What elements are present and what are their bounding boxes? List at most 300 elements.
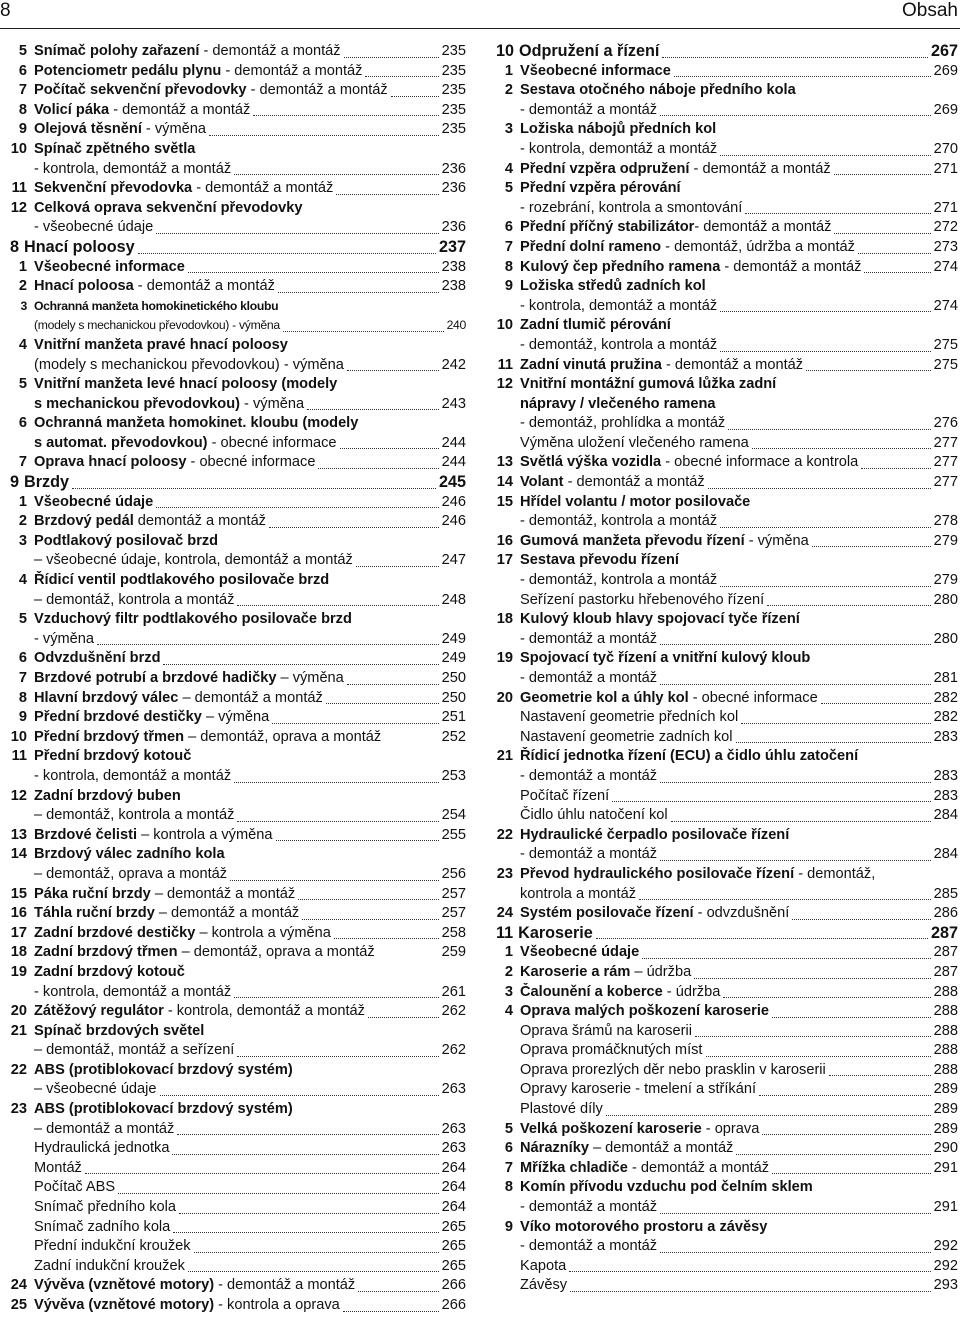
dot-leader [639, 899, 931, 900]
page-ref: 249 [441, 650, 466, 667]
toc-entry-continuation[interactable] [10, 395, 466, 415]
toc-entry[interactable] [496, 1218, 958, 1238]
toc-entry-continuation[interactable] [496, 669, 958, 689]
entry-title: Přední dolní rameno [520, 238, 662, 255]
chapter-heading[interactable] [496, 42, 958, 62]
toc-entry[interactable] [10, 101, 466, 121]
toc-entry-continuation[interactable] [496, 806, 958, 826]
toc-entry[interactable] [10, 845, 466, 865]
toc-entry[interactable] [10, 277, 466, 297]
dot-leader [276, 840, 439, 841]
entry-detail: - demontáž a montáž [520, 1199, 658, 1216]
toc-entry-continuation[interactable] [496, 512, 958, 532]
entry-title: Hlavní brzdový válec [34, 689, 179, 706]
page-ref: 271 [933, 199, 958, 216]
entry-title: Všeobecné informace [520, 62, 671, 79]
toc-entry-continuation[interactable] [496, 1257, 958, 1277]
page-ref: 283 [933, 767, 958, 784]
entry-text [496, 1160, 769, 1176]
toc-entry-continuation[interactable] [496, 101, 958, 121]
entry-title: Zadní brzdový třmen [34, 944, 178, 961]
entry-number: 21 [496, 748, 513, 765]
toc-entry[interactable] [10, 610, 466, 630]
dot-leader [660, 1213, 931, 1214]
entry-number: 14 [10, 846, 27, 863]
toc-entry[interactable] [496, 258, 958, 278]
toc-entry-continuation[interactable] [10, 983, 466, 1003]
entry-text [10, 1199, 176, 1215]
dot-leader [821, 703, 931, 704]
entry-text [496, 219, 831, 235]
toc-entry[interactable] [10, 297, 466, 317]
entry-text [496, 1199, 657, 1215]
entry-number: 11 [497, 356, 513, 373]
dot-leader [612, 801, 930, 802]
dot-leader [326, 703, 439, 704]
entry-title: Všeobecné údaje [520, 944, 640, 961]
toc-entry[interactable] [496, 356, 958, 376]
toc-entry[interactable] [496, 689, 958, 709]
entry-number: 23 [10, 1101, 27, 1118]
toc-entry[interactable] [496, 1159, 958, 1179]
entry-number: 16 [10, 905, 27, 922]
toc-entry-continuation[interactable] [10, 767, 466, 787]
dot-leader [336, 194, 438, 195]
dot-leader [230, 880, 439, 881]
entry-text [496, 1277, 567, 1293]
toc-entry-continuation[interactable] [10, 865, 466, 885]
entry-text [10, 846, 225, 862]
toc-entry-continuation[interactable] [496, 336, 958, 356]
toc-entry[interactable] [496, 238, 958, 258]
toc-entry[interactable] [10, 532, 466, 552]
toc-entry[interactable] [10, 649, 466, 669]
entry-detail: (modely s mechanickou převodovkou) - výměna [34, 318, 280, 333]
page-ref: 264 [441, 1179, 466, 1196]
page-ref: 286 [933, 905, 958, 922]
entry-text [496, 121, 716, 137]
dot-leader [720, 351, 931, 352]
entry-detail: - obecné informace a kontrola [661, 454, 859, 471]
entry-text [496, 1238, 657, 1254]
entry-title: Počítač sekvenční převodovky [34, 82, 247, 99]
toc-entry-continuation[interactable] [10, 1198, 466, 1218]
dot-leader [237, 821, 438, 822]
entry-text [10, 944, 375, 960]
dot-leader [334, 938, 439, 939]
toc-entry-continuation[interactable] [10, 1218, 466, 1238]
dot-leader [172, 1154, 438, 1155]
toc-entry[interactable] [10, 689, 466, 709]
entry-detail: – demontáž, montáž a seřízení [34, 1042, 235, 1059]
entry-title: Potenciometr pedálu plynu [34, 62, 222, 79]
toc-entry[interactable] [496, 493, 958, 513]
toc-entry[interactable] [10, 787, 466, 807]
entry-title: Vývěva (vznětové motory) [34, 1297, 215, 1313]
dot-leader [156, 507, 438, 508]
toc-entry[interactable] [496, 316, 958, 336]
toc-entry[interactable] [10, 571, 466, 591]
toc-entry-continuation[interactable] [496, 140, 958, 160]
toc-entry-continuation[interactable] [496, 571, 958, 591]
toc-entry-continuation[interactable] [496, 1022, 958, 1042]
entry-text [496, 1081, 756, 1097]
chapter-heading[interactable] [10, 473, 466, 493]
toc-entry[interactable] [496, 160, 958, 180]
toc-entry[interactable] [10, 747, 466, 767]
toc-entry-continuation[interactable] [10, 1120, 466, 1140]
entry-text [496, 63, 671, 79]
entry-text [496, 141, 717, 157]
toc-entry[interactable] [496, 1120, 958, 1140]
toc-entry[interactable] [496, 218, 958, 238]
entry-number: 7 [18, 670, 27, 686]
toc-entry[interactable] [10, 708, 466, 728]
dot-leader [720, 527, 931, 528]
page-ref: 280 [933, 630, 958, 647]
page-ref: 288 [933, 1042, 958, 1059]
toc-entry[interactable] [10, 826, 466, 846]
entry-title: Spínač zpětného světla [34, 140, 196, 157]
toc-entry-continuation[interactable] [10, 1178, 466, 1198]
toc-entry[interactable] [496, 826, 958, 846]
page-ref: 265 [441, 1257, 466, 1274]
dot-leader [829, 1075, 931, 1076]
toc-entry-continuation[interactable] [496, 395, 958, 415]
dot-leader [237, 1056, 438, 1057]
toc-entry-continuation[interactable] [496, 1237, 958, 1257]
dot-leader [194, 1252, 439, 1253]
entry-text [496, 572, 717, 588]
toc-entry[interactable] [10, 669, 466, 689]
toc-entry[interactable] [10, 120, 466, 140]
toc-entry-continuation[interactable] [10, 1080, 466, 1100]
toc-entry[interactable] [10, 904, 466, 924]
entry-detail: - demontáž a montáž [199, 43, 341, 59]
toc-entry[interactable] [496, 865, 958, 885]
entry-text [496, 415, 725, 431]
toc-entry[interactable] [496, 453, 958, 473]
dot-leader [302, 919, 438, 920]
page-ref: 288 [933, 1003, 958, 1020]
entry-number: 19 [10, 963, 27, 980]
toc-entry-continuation[interactable] [10, 218, 466, 238]
entry-number: 17 [10, 924, 27, 941]
toc-entry[interactable] [10, 62, 466, 82]
toc-entry[interactable] [496, 551, 958, 571]
entry-text [10, 886, 295, 902]
entry-detail: - odvzdušnění [693, 905, 790, 922]
entry-title: Vnitřní montážní gumová lůžka zadní [520, 376, 777, 393]
toc-entry-continuation[interactable] [496, 199, 958, 219]
toc-entry-continuation[interactable] [10, 591, 466, 611]
entry-detail: - demontáž a montáž [133, 278, 275, 295]
toc-entry-continuation[interactable] [496, 845, 958, 865]
entry-detail: Oprava prorezlých děr nebo prasklin v karoserii [520, 1061, 826, 1078]
entry-text [496, 1023, 692, 1039]
entry-number: 1 [504, 62, 513, 79]
toc-entry[interactable] [496, 983, 958, 1003]
dot-leader [340, 448, 439, 449]
page-ref: 248 [441, 591, 466, 608]
entry-detail: – demontáž a montáž [154, 905, 300, 922]
toc-entry[interactable] [496, 963, 958, 983]
toc-entry[interactable] [496, 375, 958, 395]
dot-leader [660, 782, 931, 783]
toc-entry[interactable] [496, 904, 958, 924]
toc-entry[interactable] [10, 924, 466, 944]
toc-entry-continuation[interactable] [10, 551, 466, 571]
toc-entry[interactable] [496, 81, 958, 101]
dot-leader [674, 76, 931, 77]
entry-title: Brzdové potrubí a brzdové hadičky [34, 670, 277, 686]
page-ref: 291 [933, 1199, 958, 1216]
toc-entry[interactable] [496, 179, 958, 199]
page-ref: 281 [933, 670, 958, 686]
toc-entry-continuation[interactable] [10, 316, 466, 336]
entry-detail: – demontáž a montáž [588, 1140, 734, 1157]
entry-text [496, 1258, 566, 1274]
entry-text [10, 1140, 169, 1156]
toc-entry[interactable] [10, 885, 466, 905]
toc-entry-continuation[interactable] [496, 1061, 958, 1081]
page-ref: 263 [441, 1081, 466, 1098]
toc-entry[interactable] [496, 532, 958, 552]
toc-entry[interactable] [10, 1100, 466, 1120]
entry-text [10, 964, 185, 980]
toc-entry[interactable] [496, 1139, 958, 1159]
toc-entry[interactable] [496, 120, 958, 140]
toc-entry-continuation[interactable] [496, 708, 958, 728]
page-ref: 273 [933, 238, 958, 255]
toc-entry-continuation[interactable] [10, 1237, 466, 1257]
entry-number: 12 [496, 376, 513, 393]
toc-entry[interactable] [10, 1022, 466, 1042]
page-ref: 240 [446, 318, 466, 333]
entry-title: Volant [520, 474, 564, 491]
dot-leader [736, 742, 931, 743]
dot-leader [569, 1271, 930, 1272]
entry-detail: - demontáž, kontrola a montáž [520, 513, 718, 530]
toc-entry[interactable] [10, 493, 466, 513]
entry-number: 9 [18, 121, 27, 138]
dot-leader [772, 1017, 931, 1018]
toc-entry[interactable] [10, 453, 466, 473]
toc-entry[interactable] [10, 728, 466, 748]
toc-entry-continuation[interactable] [496, 414, 958, 434]
toc-entry[interactable] [496, 1178, 958, 1198]
entry-text [496, 494, 750, 510]
entry-text [10, 63, 362, 79]
page-ref: 235 [441, 43, 466, 59]
dot-leader [179, 1213, 439, 1214]
entry-number: 6 [18, 415, 27, 432]
entry-detail: - kontrola, demontáž a montáž [520, 140, 718, 157]
entry-number: 8 [504, 1179, 513, 1196]
page-ref: 277 [933, 434, 958, 451]
dot-leader [368, 1017, 439, 1018]
toc-entry[interactable] [10, 943, 466, 963]
toc-entry-continuation[interactable] [10, 160, 466, 180]
dot-leader [358, 1291, 438, 1292]
chapter-heading[interactable] [496, 924, 958, 944]
toc-entry-continuation[interactable] [10, 1041, 466, 1061]
entry-title: Všeobecné informace [34, 258, 185, 275]
entry-detail: - demontáž a montáž [720, 258, 862, 275]
toc-entry-continuation[interactable] [496, 1080, 958, 1100]
page-ref: 245 [438, 473, 466, 492]
dot-leader [723, 997, 930, 998]
entry-text [10, 141, 195, 157]
entry-title: Brzdy [24, 473, 69, 492]
entry-detail: Oprava šrámů na karoserii [520, 1022, 692, 1039]
entry-text [496, 964, 691, 980]
page-ref: 238 [441, 278, 466, 295]
page-ref: 238 [441, 258, 466, 275]
entry-title: Řídicí jednotka řízení (ECU) a čidlo úhlu zatočení [520, 748, 859, 765]
toc-entry-continuation[interactable] [10, 806, 466, 826]
entry-text [496, 1179, 813, 1195]
toc-entry-continuation[interactable] [496, 434, 958, 454]
dot-leader [156, 233, 438, 234]
dot-leader [720, 155, 931, 156]
toc-entry-continuation[interactable] [496, 767, 958, 787]
entry-number: 25 [10, 1297, 27, 1313]
toc-entry[interactable] [10, 375, 466, 395]
entry-detail: - demontáž a montáž [694, 219, 832, 236]
entry-title: Olejová těsnění [34, 121, 142, 138]
entry-detail: - demontáž a montáž [661, 356, 804, 373]
toc-entry-continuation[interactable] [10, 356, 466, 376]
toc-entry[interactable] [496, 473, 958, 493]
entry-title: Přední brzdové destičky [34, 709, 202, 726]
entry-number: 23 [496, 865, 513, 882]
toc-entry-continuation[interactable] [496, 787, 958, 807]
toc-entry[interactable] [496, 277, 958, 297]
page-ref: 274 [933, 258, 958, 275]
toc-entry-continuation[interactable] [496, 591, 958, 611]
entry-text [10, 376, 337, 392]
toc-entry[interactable] [496, 62, 958, 82]
dot-leader [72, 488, 436, 489]
entry-text [10, 611, 352, 627]
dot-leader [660, 684, 931, 685]
toc-entry[interactable] [496, 1002, 958, 1022]
toc-entry-continuation[interactable] [10, 630, 466, 650]
entry-title: Kulový kloub hlavy spojovací tyče řízení [520, 611, 800, 628]
toc-entry[interactable] [496, 610, 958, 630]
entry-title: s mechanickou převodovkou) [34, 395, 240, 412]
toc-entry-continuation[interactable] [496, 885, 958, 905]
toc-entry[interactable] [10, 414, 466, 434]
entry-text [10, 102, 250, 118]
toc-entry[interactable] [10, 1296, 466, 1316]
toc-entry-continuation[interactable] [496, 1198, 958, 1218]
entry-text [10, 670, 344, 686]
entry-title: Odpružení a řízení [519, 42, 660, 60]
toc-entry-continuation[interactable] [10, 1257, 466, 1277]
toc-entry[interactable] [10, 336, 466, 356]
toc-entry[interactable] [496, 943, 958, 963]
dot-leader [834, 174, 931, 175]
entry-title: Ložiska středů zadních kol [520, 278, 706, 295]
entry-text [10, 1277, 355, 1293]
entry-text [496, 886, 636, 902]
entry-text [496, 650, 810, 666]
toc-entry[interactable] [496, 649, 958, 669]
entry-title: nápravy / vlečeného ramena [520, 395, 716, 412]
entry-title: Všeobecné údaje [34, 493, 154, 510]
entry-number: 2 [18, 278, 27, 295]
entry-title: Zadní tlumič pérování [520, 317, 671, 334]
toc-entry[interactable] [10, 199, 466, 219]
toc-entry[interactable] [10, 963, 466, 983]
entry-number: 7 [504, 238, 513, 255]
toc-entry-continuation[interactable] [10, 1159, 466, 1179]
dot-leader [695, 1036, 931, 1037]
page-ref: 285 [933, 885, 958, 902]
dot-leader [307, 409, 439, 410]
toc-entry-continuation[interactable] [496, 1041, 958, 1061]
toc-entry-continuation[interactable] [496, 297, 958, 317]
entry-text [10, 357, 344, 373]
toc-entry-continuation[interactable] [10, 1139, 466, 1159]
toc-entry-continuation[interactable] [10, 434, 466, 454]
entry-detail: - kontrola, demontáž a montáž [163, 1003, 365, 1020]
toc-entry[interactable] [10, 140, 466, 160]
entry-detail: – demontáž, oprava a montáž [177, 944, 375, 961]
entry-number: 13 [496, 454, 513, 471]
toc-entry[interactable] [496, 747, 958, 767]
entry-title: Hřídel volantu / motor posilovače [520, 493, 751, 510]
toc-entry[interactable] [10, 42, 466, 62]
page-ref: 266 [441, 1277, 466, 1294]
entry-text [496, 357, 803, 373]
toc-entry-continuation[interactable] [496, 630, 958, 650]
page-ref: 243 [441, 395, 466, 412]
entry-title: Gumová manžeta převodu řízení [520, 532, 745, 549]
entry-text [496, 827, 789, 843]
toc-entry-continuation[interactable] [496, 728, 958, 748]
toc-entry[interactable] [10, 258, 466, 278]
entry-text [496, 905, 789, 921]
chapter-heading[interactable] [10, 238, 466, 258]
toc-entry[interactable] [10, 1276, 466, 1296]
toc-entry[interactable] [10, 179, 466, 199]
toc-entry[interactable] [10, 1002, 466, 1022]
entry-title: Oprava hnací poloosy [34, 454, 187, 471]
toc-entry-continuation[interactable] [496, 1100, 958, 1120]
entry-detail: Snímač zadního kola [34, 1218, 171, 1235]
page-ref: 251 [441, 709, 466, 726]
entry-text [496, 631, 657, 647]
toc-entry-continuation[interactable] [496, 1276, 958, 1296]
entry-title: Kulový čep předního ramena [520, 258, 721, 275]
page-ref: 262 [441, 1003, 466, 1020]
entry-number: 16 [496, 532, 513, 549]
entry-number: 6 [504, 219, 513, 236]
entry-detail: - kontrola, demontáž a montáž [34, 160, 232, 177]
toc-entry[interactable] [10, 1061, 466, 1081]
entry-text [10, 552, 353, 568]
entry-text [10, 161, 231, 177]
entry-title: Spínač brzdových světel [34, 1022, 205, 1039]
entry-detail: Oprava promáčknutých míst [520, 1042, 703, 1059]
toc-entry[interactable] [10, 512, 466, 532]
page-ref: 236 [441, 160, 466, 177]
toc-entry[interactable] [10, 81, 466, 101]
entry-text [10, 43, 341, 59]
